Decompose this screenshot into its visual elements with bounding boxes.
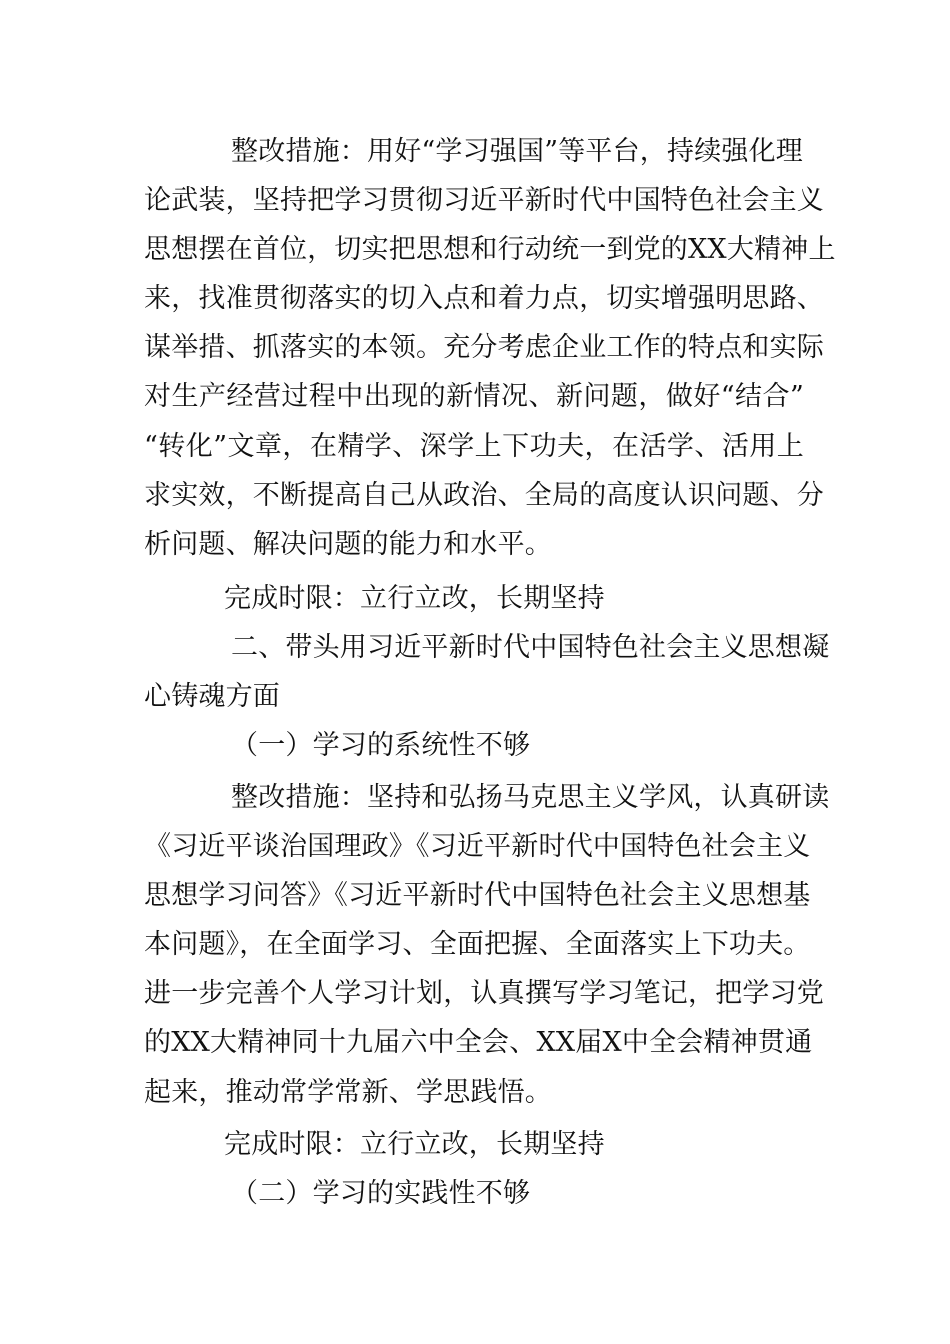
paragraph-line-7: “转化”文章，在精学、深学上下功夫，在活学、活用上 [144,431,804,462]
paragraph-line-8: 求实效，不断提高自己从政治、全局的高度认识问题、分 [144,480,824,511]
paragraph-line-3: 思想摆在首位，切实把思想和行动统一到党的XX大精神上 [144,234,836,265]
paragraph2-line-6: 的XX大精神同十九届六中全会、XX届X中全会精神贯通 [144,1027,813,1058]
paragraph-line-9: 析问题、解决问题的能力和水平。 [144,529,552,560]
section-heading-2: 二、带头用习近平新时代中国特色社会主义思想凝 [231,632,830,663]
paragraph-line-6: 对生产经营过程中出现的新情况、新问题，做好“结合” [144,381,804,412]
paragraph-line-5: 谋举措、抓落实的本领。充分考虑企业工作的特点和实际 [144,332,824,363]
deadline-line-1: 完成时限：立行立改，长期坚持 [224,583,605,614]
subsection-heading-2: （二）学习的实践性不够 [231,1178,531,1209]
paragraph-line-2: 论武装，坚持把学习贯彻习近平新时代中国特色社会主义 [144,185,824,216]
paragraph2-line-7: 起来，推动常学常新、学思践悟。 [144,1077,552,1108]
paragraph2-line-1: 整改措施：坚持和弘扬马克思主义学风，认真研读 [231,782,830,813]
paragraph2-line-4: 本问题》，在全面学习、全面把握、全面落实上下功夫。 [144,929,811,960]
subsection-heading-1: （一）学习的系统性不够 [231,730,531,761]
paragraph2-line-3: 思想学习问答》《习近平新时代中国特色社会主义思想基 [144,880,811,911]
paragraph2-line-2: 《习近平谈治国理政》《习近平新时代中国特色社会主义 [144,831,811,862]
deadline-line-2: 完成时限：立行立改，长期坚持 [224,1129,605,1160]
paragraph2-line-5: 进一步完善个人学习计划，认真撰写学习笔记，把学习党 [144,978,824,1009]
paragraph-line-1: 整改措施：用好“学习强国”等平台，持续强化理 [231,136,804,167]
section-heading-2-cont: 心铸魂方面 [144,681,280,712]
paragraph-line-4: 来，找准贯彻落实的切入点和着力点，切实增强明思路、 [144,283,824,314]
